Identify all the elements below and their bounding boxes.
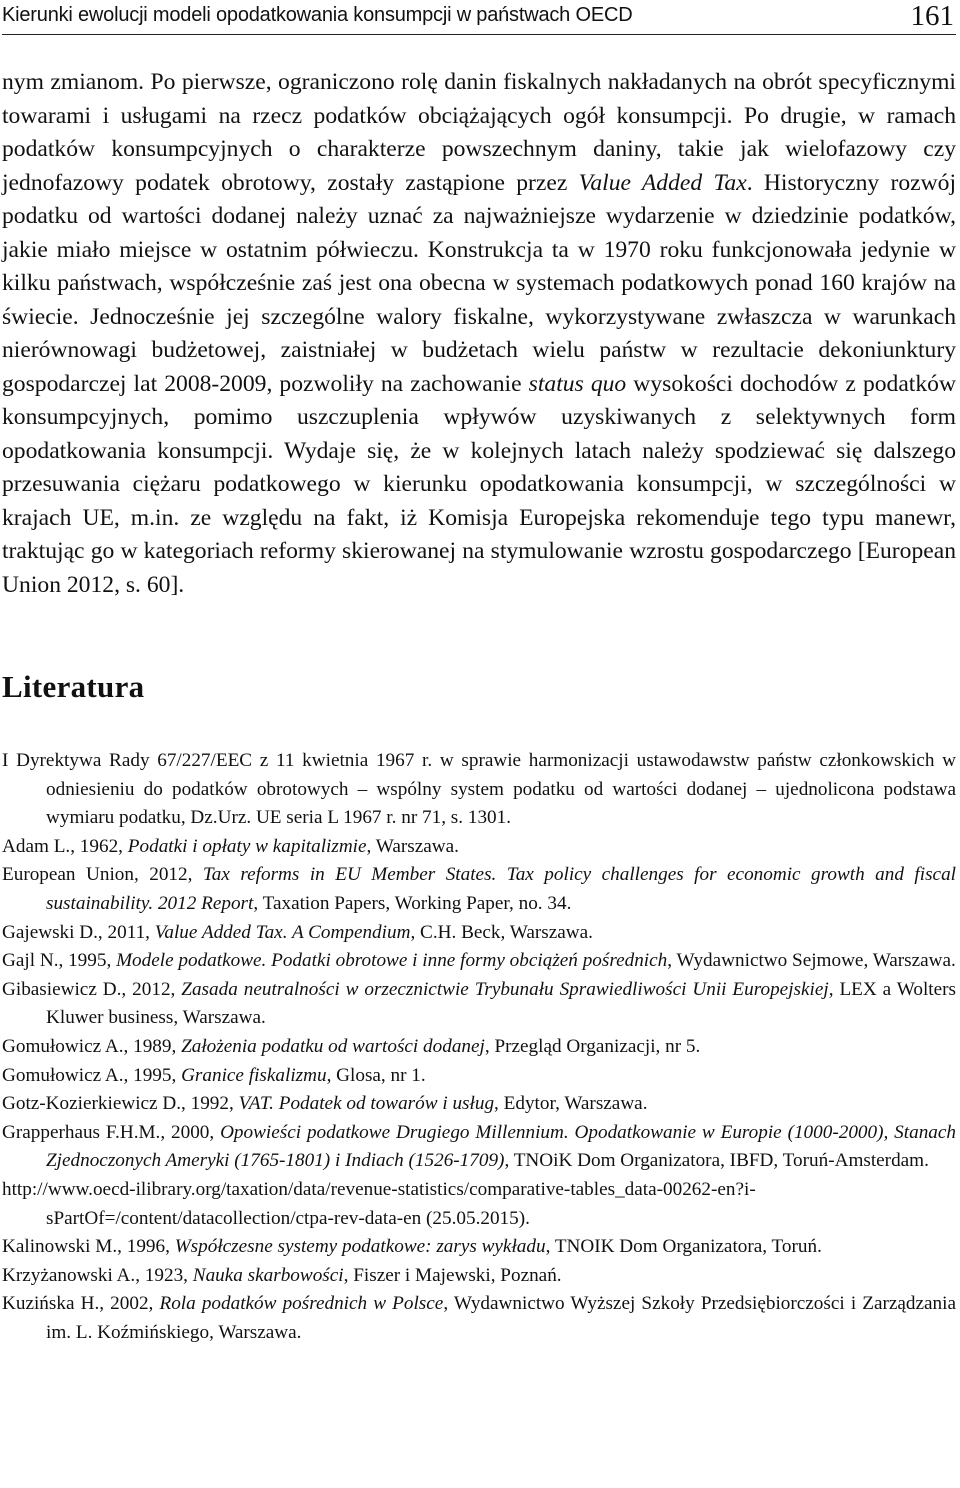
reference-entry (2, 1033, 956, 1062)
reference-details: , LEX a Wolters Kluwer business, Warszawa. (46, 978, 956, 1029)
reference-title: Tax reforms in EU Member States. Tax policy challenges for economic growth and fiscal sustainability. 2012 Report (46, 864, 956, 914)
reference-title: Podatki i opłaty w kapitalizmie (127, 835, 367, 857)
running-title: Kierunki ewolucji modeli opodatkowania konsumpcji w państwach OECD (2, 4, 633, 26)
reference-url[interactable]: http://www.oecd-ilibrary.org/taxation/data/revenue-statistics/comparative-tables_data-00262-en?isPartOf=/content/datacollection/ctpa-rev-data-en (25.05.2015). (2, 1178, 756, 1229)
reference-title: VAT. Podatek od towarów i usług (238, 1093, 495, 1115)
body-paragraph (2, 66, 956, 602)
reference-entry (2, 1233, 956, 1262)
reference-details: , Fiszer i Majewski, Poznań. (343, 1264, 562, 1286)
body-text-part-3: wysokości dochodów z podatków konsumpcyjnych, pomimo uszczuplenia wpływów uzyskiwanych z selektywnych form opodatkowania konsumpcji. Wydaje się, że w kolejnych latach należy spodziewać się dalszego przesuwania ciężaru podatkowego w kierunku opodatkowania konsumpcji, w szczególności w krajach UE, m.in. ze względu na fakt, iż Komisja Europejska rekomenduje tego typu manewr, traktując go w kategoriach reformy skierowanej na stymulowanie wzrostu gospodarczego [European Union 2012, s. 60]. (2, 370, 956, 598)
reference-text: Kuzińska H., 2002, (2, 1293, 160, 1315)
status-quo-term: status quo (528, 370, 627, 397)
document-page (2, 0, 956, 1347)
reference-entry-url (2, 1176, 956, 1233)
reference-title: Założenia podatku od wartości dodanej (181, 1035, 485, 1057)
reference-entry (2, 861, 956, 918)
body-text-part-1: nym zmianom. Po pierwsze, ograniczono rolę danin fiskalnych nakładanych na obrót specyficznymi towarami i usługami na rzecz podatków obciążających ogół konsumpcji. Po drugie, w ramach podatków konsumpcyjnych o charakterze powszechnym daniny, takie jak wielofazowy czy jednofazowy podatek obrotowy, zostały zastąpione przez (2, 69, 956, 196)
body-text-part-2: . Historyczny rozwój podatku od wartości dodanej należy uznać za najważniejsze wydarzenie w dziedzinie podatków, jakie miało miejsce w ostatnim półwieczu. Konstrukcja ta w 1970 roku funkcjonowała jedynie w kilku państwach, współcześnie zaś jest ona obecna w systemach podatkowych ponad 160 krajów na świecie. Jednocześnie jej szczególne walory fiskalne, wykorzystywane zwłaszcza w warunkach nierównowagi budżetowej, zaistniałej w budżetach wielu państw w rezultacie dekoniunktury gospodarczej lat 2008-2009, pozwoliły na zachowanie (2, 169, 957, 397)
reference-entry (2, 833, 956, 862)
reference-text: Grapperhaus F.H.M., 2000, (2, 1121, 221, 1143)
section-heading-literatura: Literatura (2, 669, 145, 704)
reference-details: , TNOIK Dom Organizatora, Toruń. (545, 1236, 822, 1258)
vat-term: Value Added Tax (578, 169, 747, 196)
reference-text: European Union, 2012, (2, 864, 203, 886)
reference-details: , TNOiK Dom Organizatora, IBFD, Toruń-Amsterdam. (504, 1150, 929, 1172)
reference-title: Modele podatkowe. Podatki obrotowe i inne formy obciążeń pośrednich (116, 950, 668, 972)
reference-title: Współczesne systemy podatkowe: zarys wykładu (174, 1236, 546, 1258)
reference-entry (2, 1119, 956, 1176)
reference-text: Krzyżanowski A., 1923, (2, 1264, 193, 1286)
reference-text: Gomułowicz A., 1989, (2, 1035, 182, 1057)
reference-text: Gotz-Kozierkiewicz D., 1992, (2, 1093, 239, 1115)
reference-details: , Taxation Papers, Working Paper, no. 34. (253, 892, 572, 914)
reference-text: Adam L., 1962, (2, 835, 128, 857)
reference-text: Gibasiewicz D., 2012, (2, 978, 182, 1000)
reference-details: , Glosa, nr 1. (326, 1064, 426, 1086)
reference-title: Granice fiskalizmu (181, 1064, 327, 1086)
reference-title: Opowieści podatkowe Drugiego Millennium. Opodatkowanie w Europie (1000-2000), Stanach Zjednoczonych Ameryki (1765-1801) i Indiach (1526-1709) (46, 1121, 956, 1172)
reference-details: , Wydawnictwo Wyższej Szkoły Przedsiębiorczości i Zarządzania im. L. Koźmińskiego, Warszawa. (46, 1293, 956, 1343)
reference-entry (2, 919, 956, 948)
reference-title: Nauka skarbowości (192, 1264, 344, 1286)
reference-title: Zasada neutralności w orzecznictwie Trybunału Sprawiedliwości Unii Europejskiej (181, 978, 829, 1000)
reference-entry (2, 976, 956, 1033)
reference-entry (2, 747, 956, 833)
reference-title: Rola podatków pośrednich w Polsce (159, 1293, 444, 1315)
reference-entry (2, 1290, 956, 1347)
reference-text: I Dyrektywa Rady 67/227/EEC z 11 kwietnia 1967 r. w sprawie harmonizacji ustawodawstw państw członkowskich w odniesieniu do podatków obrotowych – wspólny system podatku od wartości dodanej – ujednolicona podstawa wymiaru podatku, Dz.Urz. UE seria L 1967 r. nr 71, s. 1301. (2, 750, 956, 829)
reference-text: Gomułowicz A., 1995, (2, 1064, 182, 1086)
reference-details: , C.H. Beck, Warszawa. (410, 921, 593, 943)
reference-title: Value Added Tax. A Compendium (154, 921, 411, 943)
page-number: 161 (910, 0, 954, 32)
reference-list (2, 747, 956, 1347)
reference-entry (2, 1090, 956, 1119)
reference-entry (2, 1062, 956, 1091)
reference-text: Gajl N., 1995, (2, 950, 117, 972)
running-header (2, 0, 956, 35)
reference-text: Kalinowski M., 1996, (2, 1236, 175, 1258)
reference-details: , Warszawa. (366, 835, 459, 857)
reference-details: , Przegląd Organizacji, nr 5. (484, 1035, 701, 1057)
reference-details: , Edytor, Warszawa. (494, 1093, 648, 1115)
reference-text: Gajewski D., 2011, (2, 921, 155, 943)
reference-details: , Wydawnictwo Sejmowe, Warszawa. (667, 950, 956, 972)
reference-entry (2, 1262, 956, 1291)
reference-entry (2, 947, 956, 976)
